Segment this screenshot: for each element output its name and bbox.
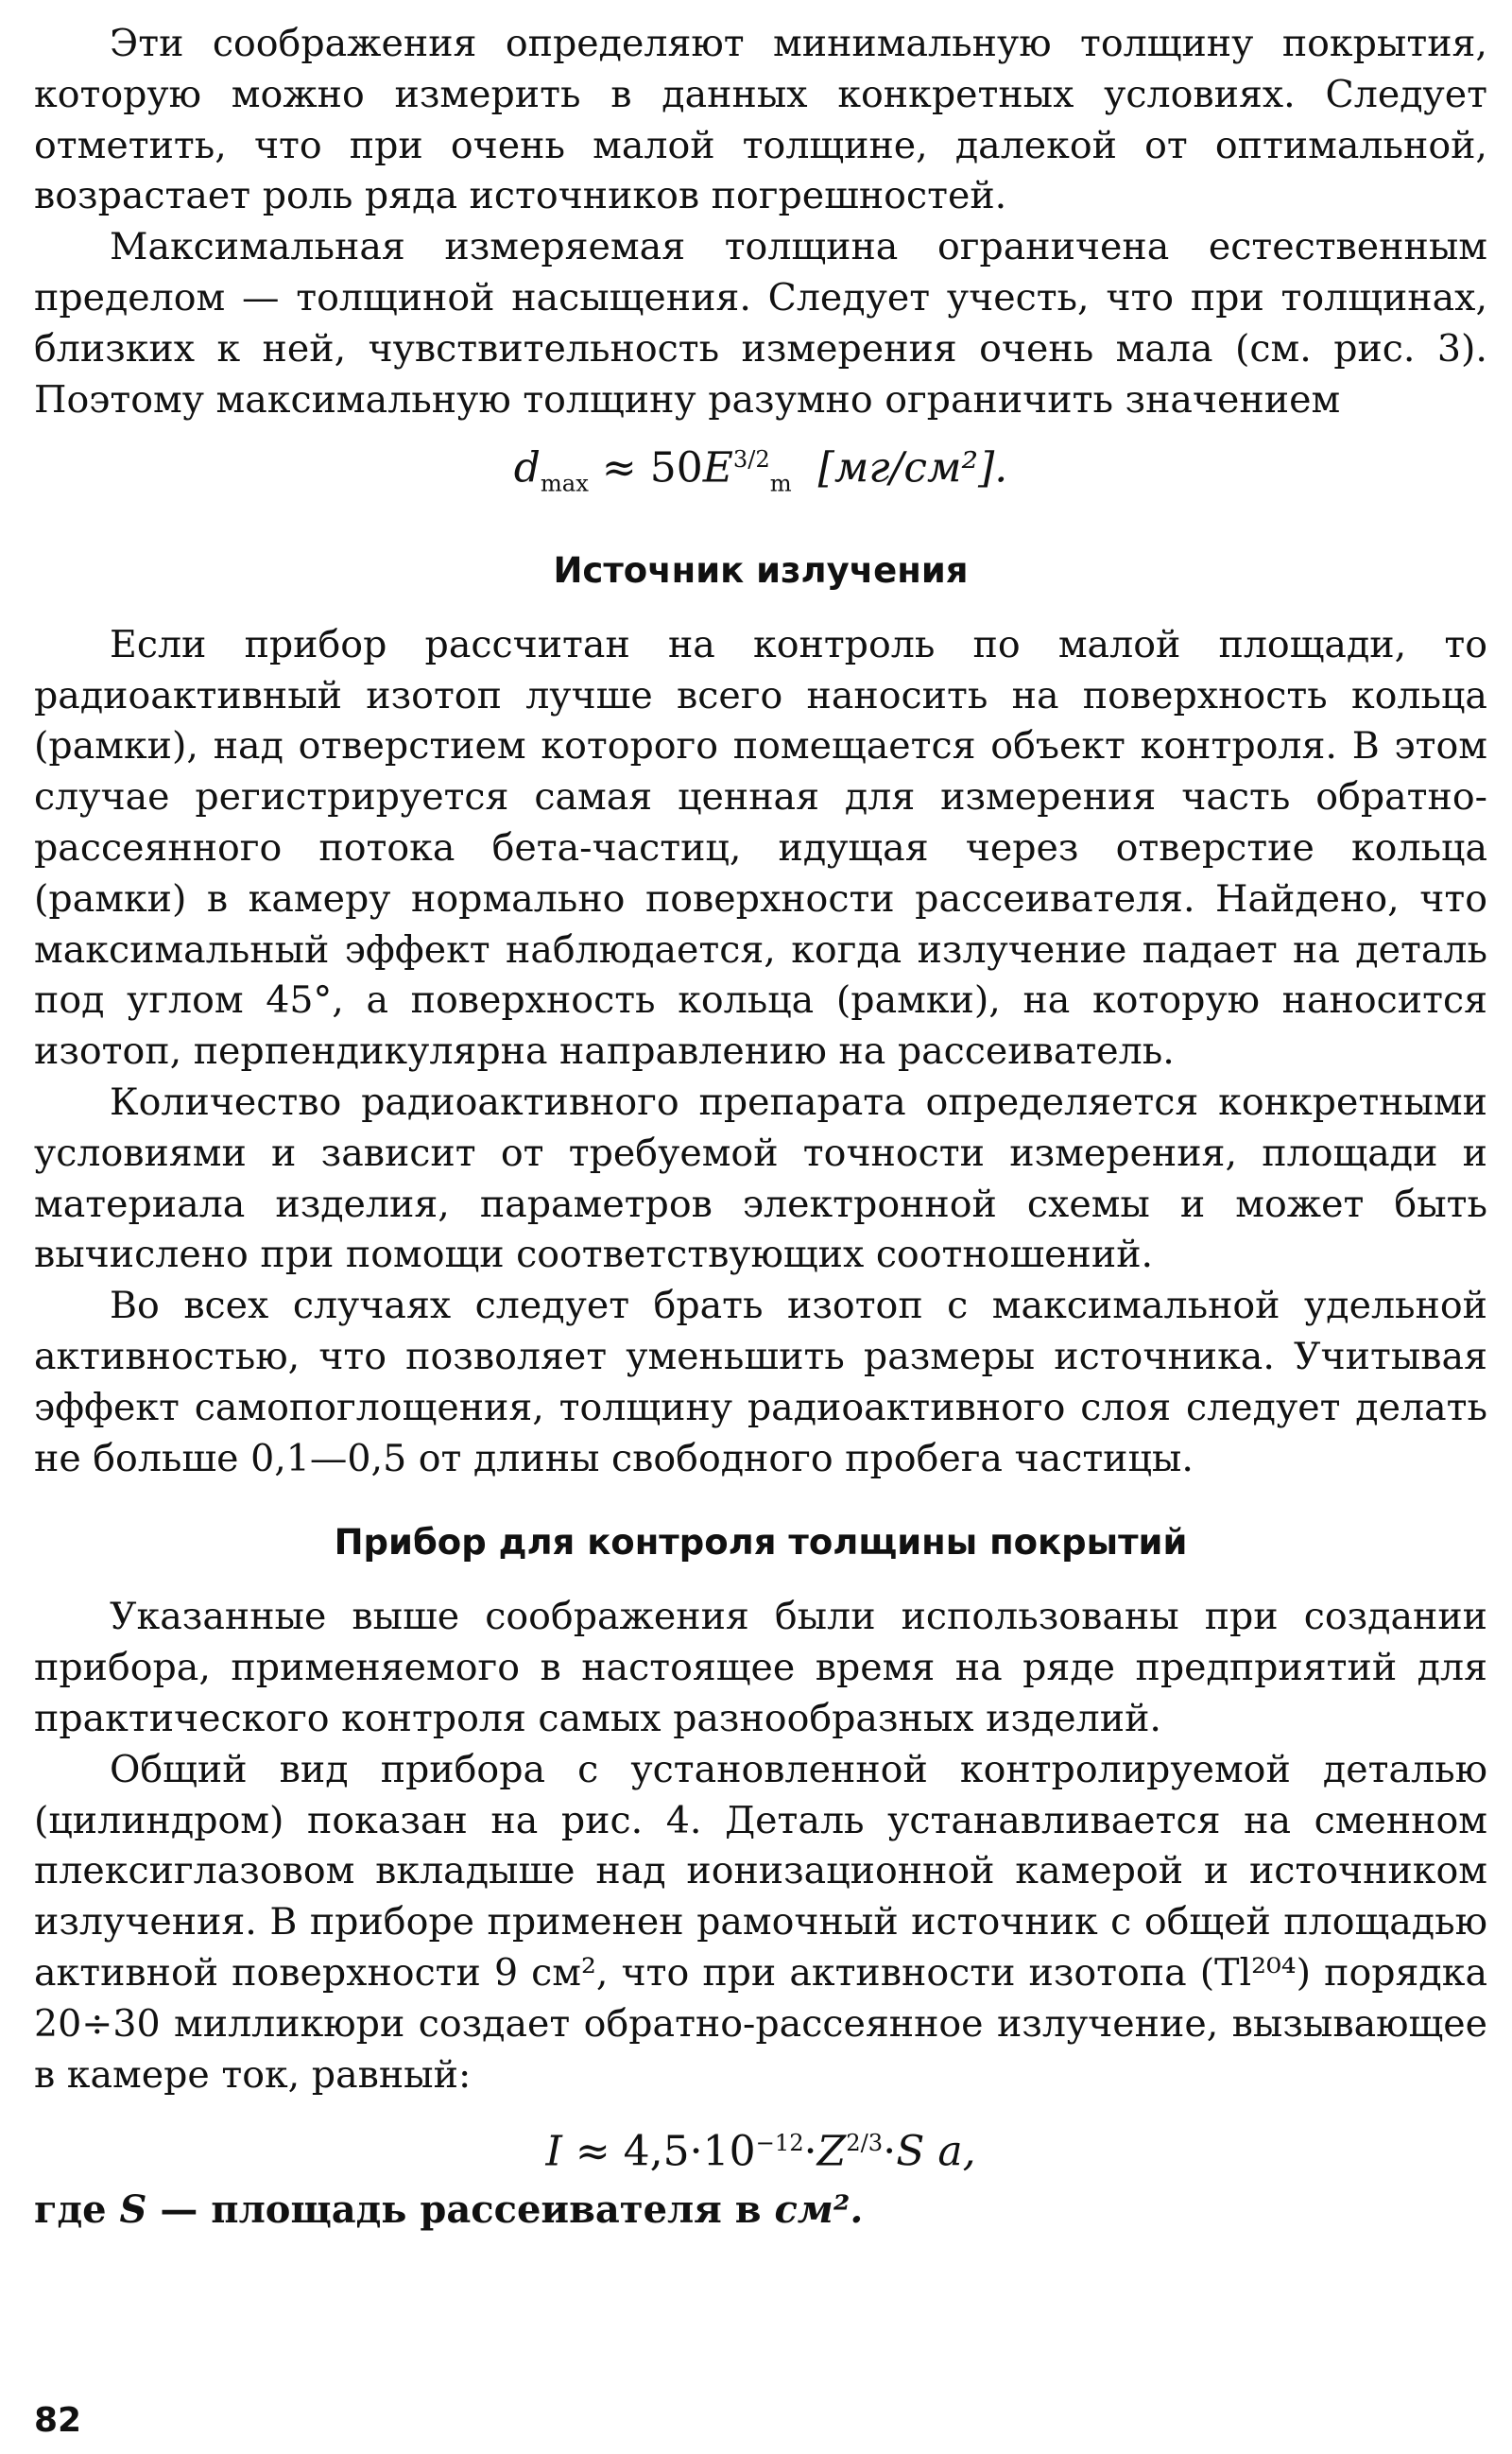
where-line — [34, 2182, 1487, 2238]
formula-dmax-lhs: d — [513, 444, 541, 493]
formula-dmax-var-sup: 3/2 — [732, 446, 770, 474]
formula-current-a: a, — [924, 2128, 976, 2176]
formula-current — [34, 2114, 1487, 2182]
formula-current-s: S — [896, 2128, 925, 2176]
paragraph-min-thickness: Эти соображения определяют минимальную толщину покрытия, которую можно измерить в данных конкретных условиях. Следует отметить, что при очень малой толщине, далекой от оптимальной, возрастает роль ряда источников погрешностей. — [34, 22, 1487, 218]
where-var: S — [119, 2187, 147, 2232]
paragraph-max-thickness: Максимальная измеряемая толщина ограничена естественным пределом — толщиной насыщения. Следует учесть, что при толщинах, близких к ней, чувствительность измерения очень мала (см. рис. 3). Поэтому максимальную толщину разумно ограничить значением — [34, 225, 1487, 422]
section-title-device: Прибор для контроля толщины покрытий — [334, 1522, 1188, 1564]
where-prefix: где — [34, 2187, 120, 2232]
page-number: 82 — [34, 2401, 82, 2440]
paragraph-device-2: Общий вид прибора с установленной контролируемой деталью (цилиндром) показан на рис. 4. Деталь устанавливается на сменном плексиглазовом вкладыше над ионизационной камерой и источником излучения. В приборе применен рамочный источник с общей площадью активной поверхности 9 см², что при активности изотопа (Tl²⁰⁴) порядка 20÷30 милликюри создает обратно-рассеянное излучение, вызывающее в камере ток, равный: — [34, 1747, 1487, 2097]
formula-dmax — [34, 431, 1487, 511]
formula-dmax-var: E — [702, 444, 733, 493]
page-content — [34, 19, 1487, 2238]
paragraph-source-3: Во всех случаях следует брать изотоп с максимальной удельной активностью, что позволяет уменьшить размеры источника. Учитывая эффект самопоглощения, толщину радиоактивного слоя следует делать не больше 0,1—0,5 от длины свободного пробега частицы. — [34, 1284, 1487, 1480]
formula-dmax-lhs-sub: max — [540, 470, 589, 497]
formula-current-dot2: · — [883, 2128, 897, 2176]
formula-dmax-approx: ≈ 50 — [588, 444, 703, 493]
formula-current-z: Z — [816, 2128, 847, 2176]
formula-current-dot: · — [803, 2128, 817, 2176]
formula-current-exp: −12 — [755, 2130, 804, 2157]
section-title-radiation-source: Источник излучения — [553, 549, 969, 591]
formula-current-lhs: I — [545, 2128, 562, 2176]
where-unit: см². — [774, 2187, 864, 2232]
formula-dmax-var-sub: m — [769, 470, 792, 497]
paragraph-source-1: Если прибор рассчитан на контроль по малой площади, то радиоактивный изотоп лучше всего наносить на поверхность кольца (рамки), над отверстием которого помещается объект контроля. В этом случае регистрируется самая ценная для измерения часть обратно-рассеянного потока бета-частиц, идущая через отверстие кольца (рамки) в камеру нормально поверхности рассеивателя. Найдено, что максимальный эффект наблюдается, когда излучение падает на деталь под углом 45°, а поверхность кольца (рамки), на которую наносится изотоп, перпендикулярна направлению на рассеиватель. — [34, 622, 1487, 1074]
formula-current-z-sup: 2/3 — [846, 2130, 884, 2157]
paragraph-device-1: Указанные выше соображения были использованы при создании прибора, применяемого в настоящее время на ряде предприятий для практического контроля самых разнообразных изделий. — [34, 1595, 1487, 1740]
formula-current-approx: ≈ 4,5·10 — [561, 2128, 756, 2176]
paragraph-source-2: Количество радиоактивного препарата определяется конкретными условиями и зависит от требуемой точности измерения, площади и материала изделия, параметров электронной схемы и может быть вычислено при помощи соответствующих соотношений. — [34, 1080, 1487, 1277]
formula-dmax-units: [мг/см²]. — [817, 444, 1008, 493]
where-text: — площадь рассеивателя в — [146, 2187, 775, 2232]
